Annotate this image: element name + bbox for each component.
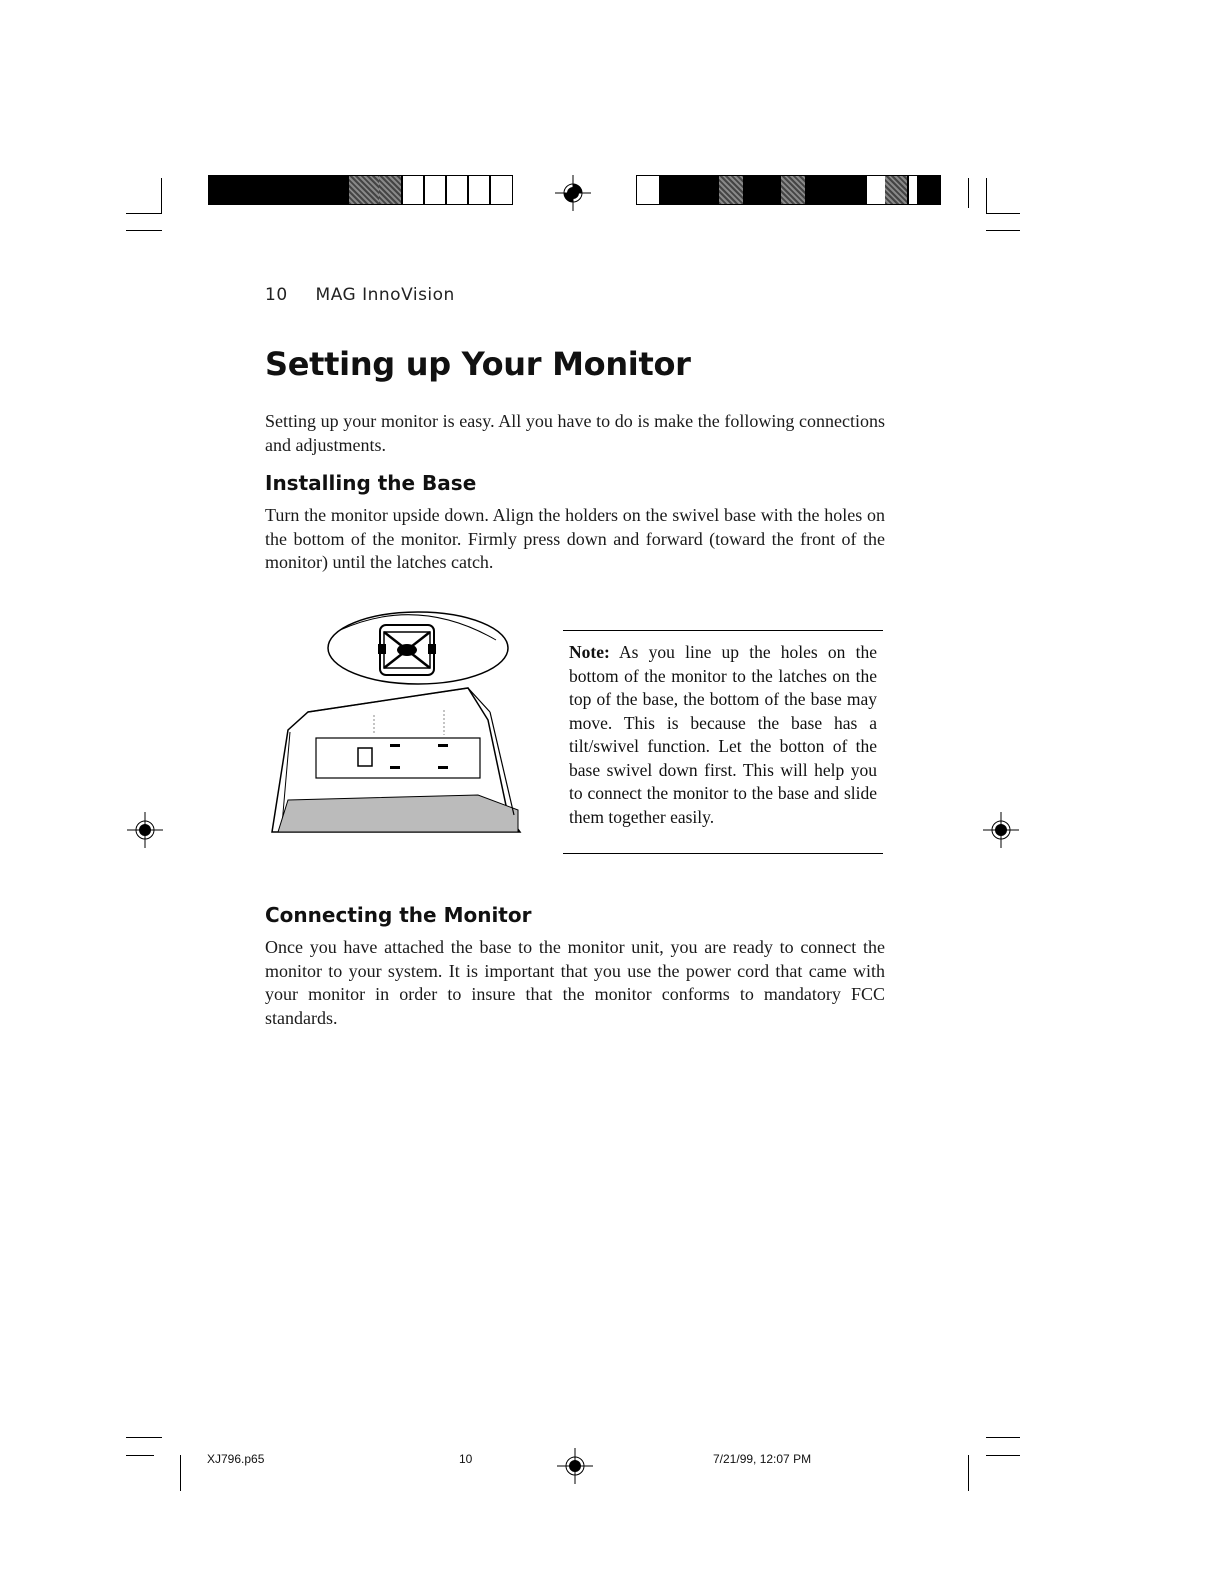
crop-mark-bottom-left-h2 <box>126 1455 154 1456</box>
running-title: MAG InnoVision <box>315 285 455 305</box>
crop-mark-top-left-v <box>161 178 162 214</box>
registration-target-icon <box>555 175 591 211</box>
registration-target-icon <box>983 812 1019 848</box>
crop-mark-bottom-right-h <box>986 1437 1020 1438</box>
crop-mark-bottom-right-v <box>968 1455 969 1491</box>
crop-mark-top-right-h <box>986 213 1020 214</box>
page-number: 10 <box>265 285 288 305</box>
registration-target-icon <box>127 812 163 848</box>
note-content <box>569 641 877 829</box>
note-box <box>563 630 883 854</box>
registration-bar-right <box>636 175 941 205</box>
page-title: Setting up Your Monitor <box>265 345 691 383</box>
registration-target-icon <box>557 1448 593 1484</box>
crop-mark-bottom-right-h2 <box>986 1455 1020 1456</box>
intro-paragraph: Setting up your monitor is easy. All you have to do is make the following connections and adjustments. <box>265 411 885 455</box>
registration-bar-left <box>208 175 513 205</box>
footer-file-name: XJ796.p65 <box>207 1452 265 1466</box>
section-text-installing-base: Turn the monitor upside down. Align the holders on the swivel base with the holes on the bottom of the monitor. Firmly press down and forward (toward the front of the monitor) until the latches catch. <box>265 505 885 572</box>
section-text-connecting-monitor: Once you have attached the base to the monitor unit, you are ready to connect the monitor to your system. It is important that you use the power cord that came with your monitor in order to insure that the monitor conforms to mandatory FCC standards. <box>265 937 885 1028</box>
monitor-base-illustration-icon <box>268 600 533 850</box>
running-header <box>265 285 455 305</box>
crop-mark-top-left-h <box>126 213 162 214</box>
crop-mark-top-left-h2 <box>126 230 162 231</box>
section-heading-connecting-monitor: Connecting the Monitor <box>265 903 532 927</box>
crop-mark-top-right-v2 <box>986 178 987 214</box>
footer-page: 10 <box>459 1452 473 1466</box>
crop-mark-top-right-v <box>968 178 969 208</box>
note-text: As you line up the holes on the bottom of the monitor to the latches on the top of the base, the bottom of the base may move. This is because the base has a tilt/swivel function. Let the botton of the base swivel down first. This will help you to connect the monitor to the base and slide them together easily. <box>569 642 877 827</box>
crop-mark-bottom-left-h <box>126 1437 162 1438</box>
footer-timestamp: 7/21/99, 12:07 PM <box>713 1452 812 1466</box>
crop-mark-bottom-left-v <box>180 1455 181 1491</box>
note-label: Note: <box>569 642 610 662</box>
section-heading-installing-base: Installing the Base <box>265 471 477 495</box>
crop-mark-top-right-h2 <box>986 230 1020 231</box>
